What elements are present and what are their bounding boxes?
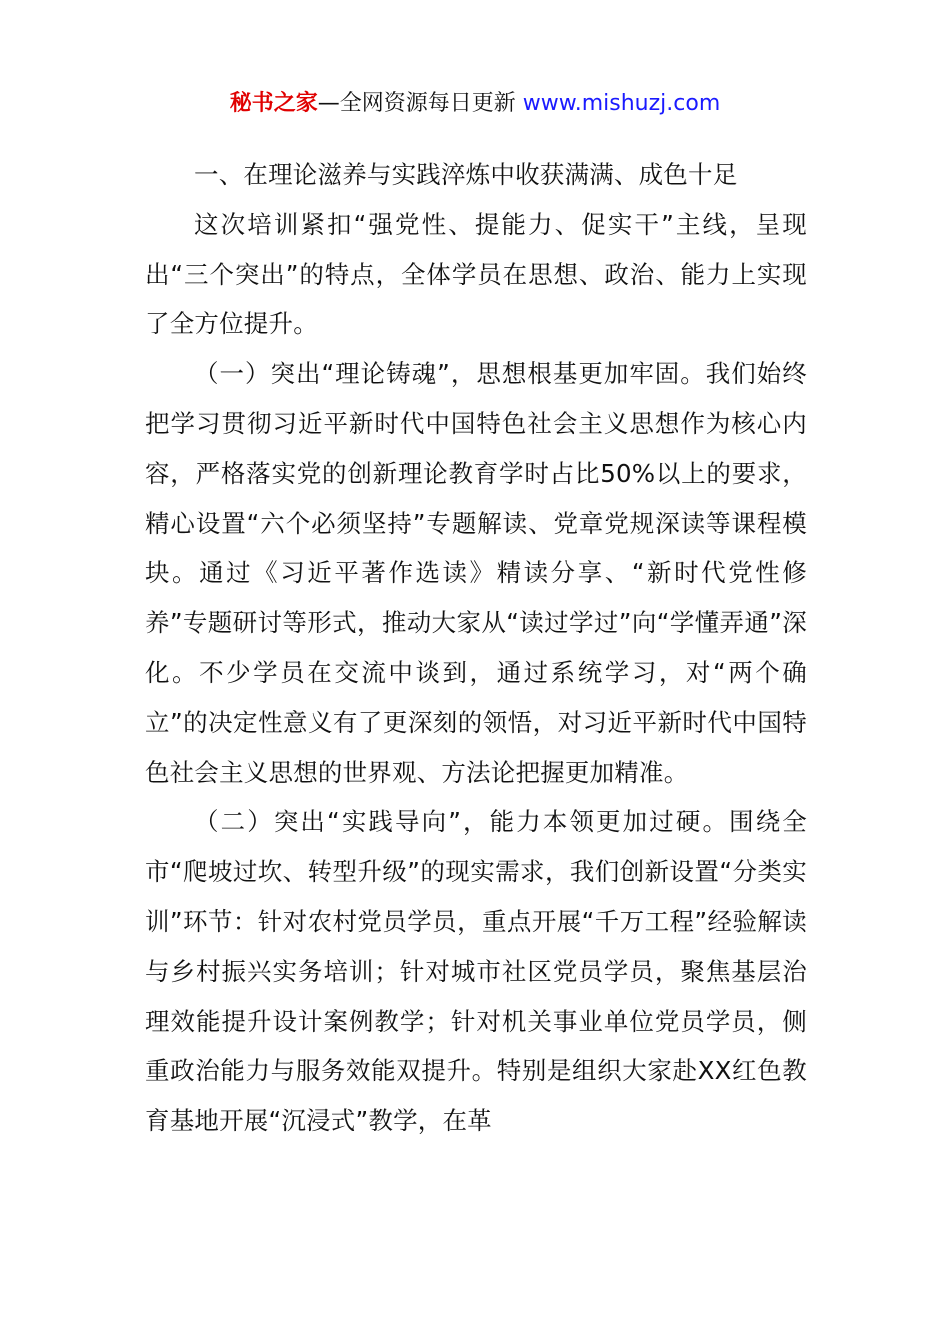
paragraph-theory: （一）突出“理论铸魂”，思想根基更加牢固。我们始终把学习贯彻习近平新时代中国特色社会主义思想作为核心内容，严格落实党的创新理论教育学时占比50%以上的要求，精心设置“六个必须坚持”专题解读、党章党规深读等课程模块。通过《习近平著作选读》精读分享、“新时代党性修养”专题研讨等形式，推动大家从“读过学过”向“学懂弄通”深化。不少学员在交流中谈到，通过系统学习，对“两个确立”的决定性意义有了更深刻的领悟，对习近平新时代中国特色社会主义思想的世界观、方法论把握更加精准。 [145,359,807,787]
section-heading: 一、在理论滋养与实践淬炼中收获满满、成色十足 [194,160,738,189]
page-header [0,88,950,120]
brand-name: 秘书之家 [229,91,318,116]
paragraph-practice: （二）突出“实践导向”，能力本领更加过硬。围绕全市“爬坡过坎、转型升级”的现实需求，我们创新设置“分类实训”环节：针对农村党员学员，重点开展“千万工程”经验解读与乡村振兴实务培训；针对城市社区党员学员，聚焦基层治理效能提升设计案例教学；针对机关事业单位党员学员，侧重政治能力与服务效能双提升。特别是组织大家赴XX红色教育基地开展“沉浸式”教学，在革 [145,807,807,1136]
header-tagline: —全网资源每日更新 [317,91,523,116]
paragraph-intro: 这次培训紧扣“强党性、提能力、促实干”主线，呈现出“三个突出”的特点，全体学员在思想、政治、能力上实现了全方位提升。 [145,209,807,339]
website-link[interactable]: www.mishuzj.com [522,91,721,116]
document-body [145,150,807,1146]
